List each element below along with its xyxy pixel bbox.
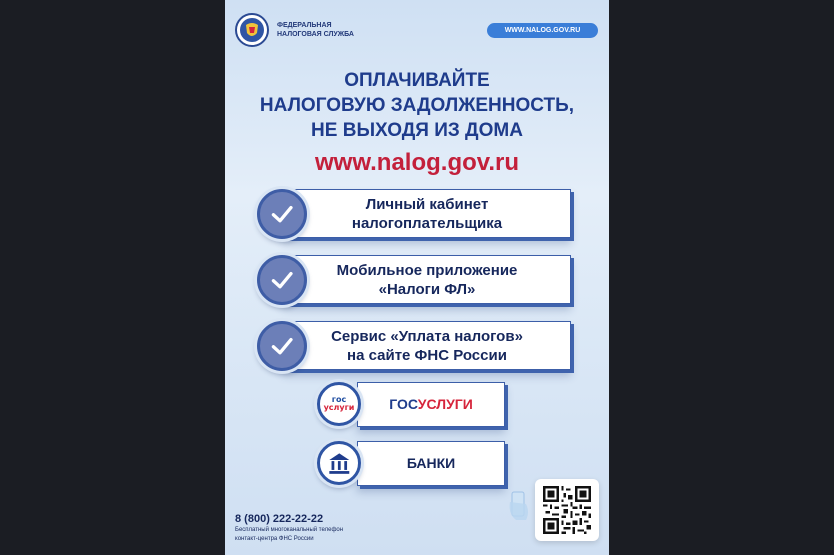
poster — [225, 0, 609, 555]
option-tax-payment-service[interactable] — [255, 318, 579, 374]
option-line2: «Налоги ФЛ» — [378, 280, 476, 298]
gos-title-part2: УСЛУГИ — [417, 396, 473, 412]
website-url[interactable]: www.nalog.gov.ru — [315, 149, 519, 176]
site-link-button[interactable]: WWW.NALOG.GOV.RU — [487, 23, 598, 38]
headline — [225, 68, 609, 143]
option-line1: Сервис «Уплата налогов» — [331, 327, 523, 345]
fns-header — [235, 13, 354, 47]
headline-line2: НАЛОГОВУЮ ЗАДОЛЖЕННОСТЬ, — [259, 95, 575, 116]
hotline-phone[interactable]: 8 (800) 222-22-22 — [235, 513, 324, 525]
option-gosuslugi[interactable] — [315, 380, 515, 430]
check-icon — [257, 189, 307, 239]
check-icon — [257, 255, 307, 305]
headline-line1: ОПЛАЧИВАЙТЕ — [344, 70, 490, 91]
hotline-note-line2: контакт-центра ФНС России — [235, 536, 314, 542]
qr-code-card[interactable] — [535, 479, 599, 541]
banks-title: БАНКИ — [406, 455, 456, 471]
check-icon — [257, 321, 307, 371]
qr-code-icon — [543, 485, 591, 535]
gosuslugi-logo-icon: гос услуги — [317, 382, 361, 426]
option-line2: на сайте ФНС России — [347, 346, 507, 364]
org-name-line1: ФЕДЕРАЛЬНАЯ — [277, 22, 332, 29]
contact-footer — [235, 513, 343, 543]
option-mobile-app[interactable] — [255, 252, 579, 308]
option-banks[interactable] — [315, 439, 515, 489]
bank-icon — [317, 441, 361, 485]
option-line1: Мобильное приложение — [336, 261, 518, 279]
option-line1: Личный кабинет — [365, 195, 489, 213]
fns-emblem-icon — [235, 13, 269, 47]
option-line2: налогоплательщика — [351, 214, 503, 232]
option-personal-account[interactable] — [255, 186, 579, 242]
hotline-note-line1: Бесплатный многоканальный телефон — [235, 527, 344, 533]
gos-title-part1: ГОС — [389, 396, 418, 412]
headline-line3: НЕ ВЫХОДЯ ИЗ ДОМА — [311, 120, 523, 141]
phone-hand-icon — [506, 488, 532, 522]
org-name-line2: НАЛОГОВАЯ СЛУЖБА — [277, 31, 354, 38]
